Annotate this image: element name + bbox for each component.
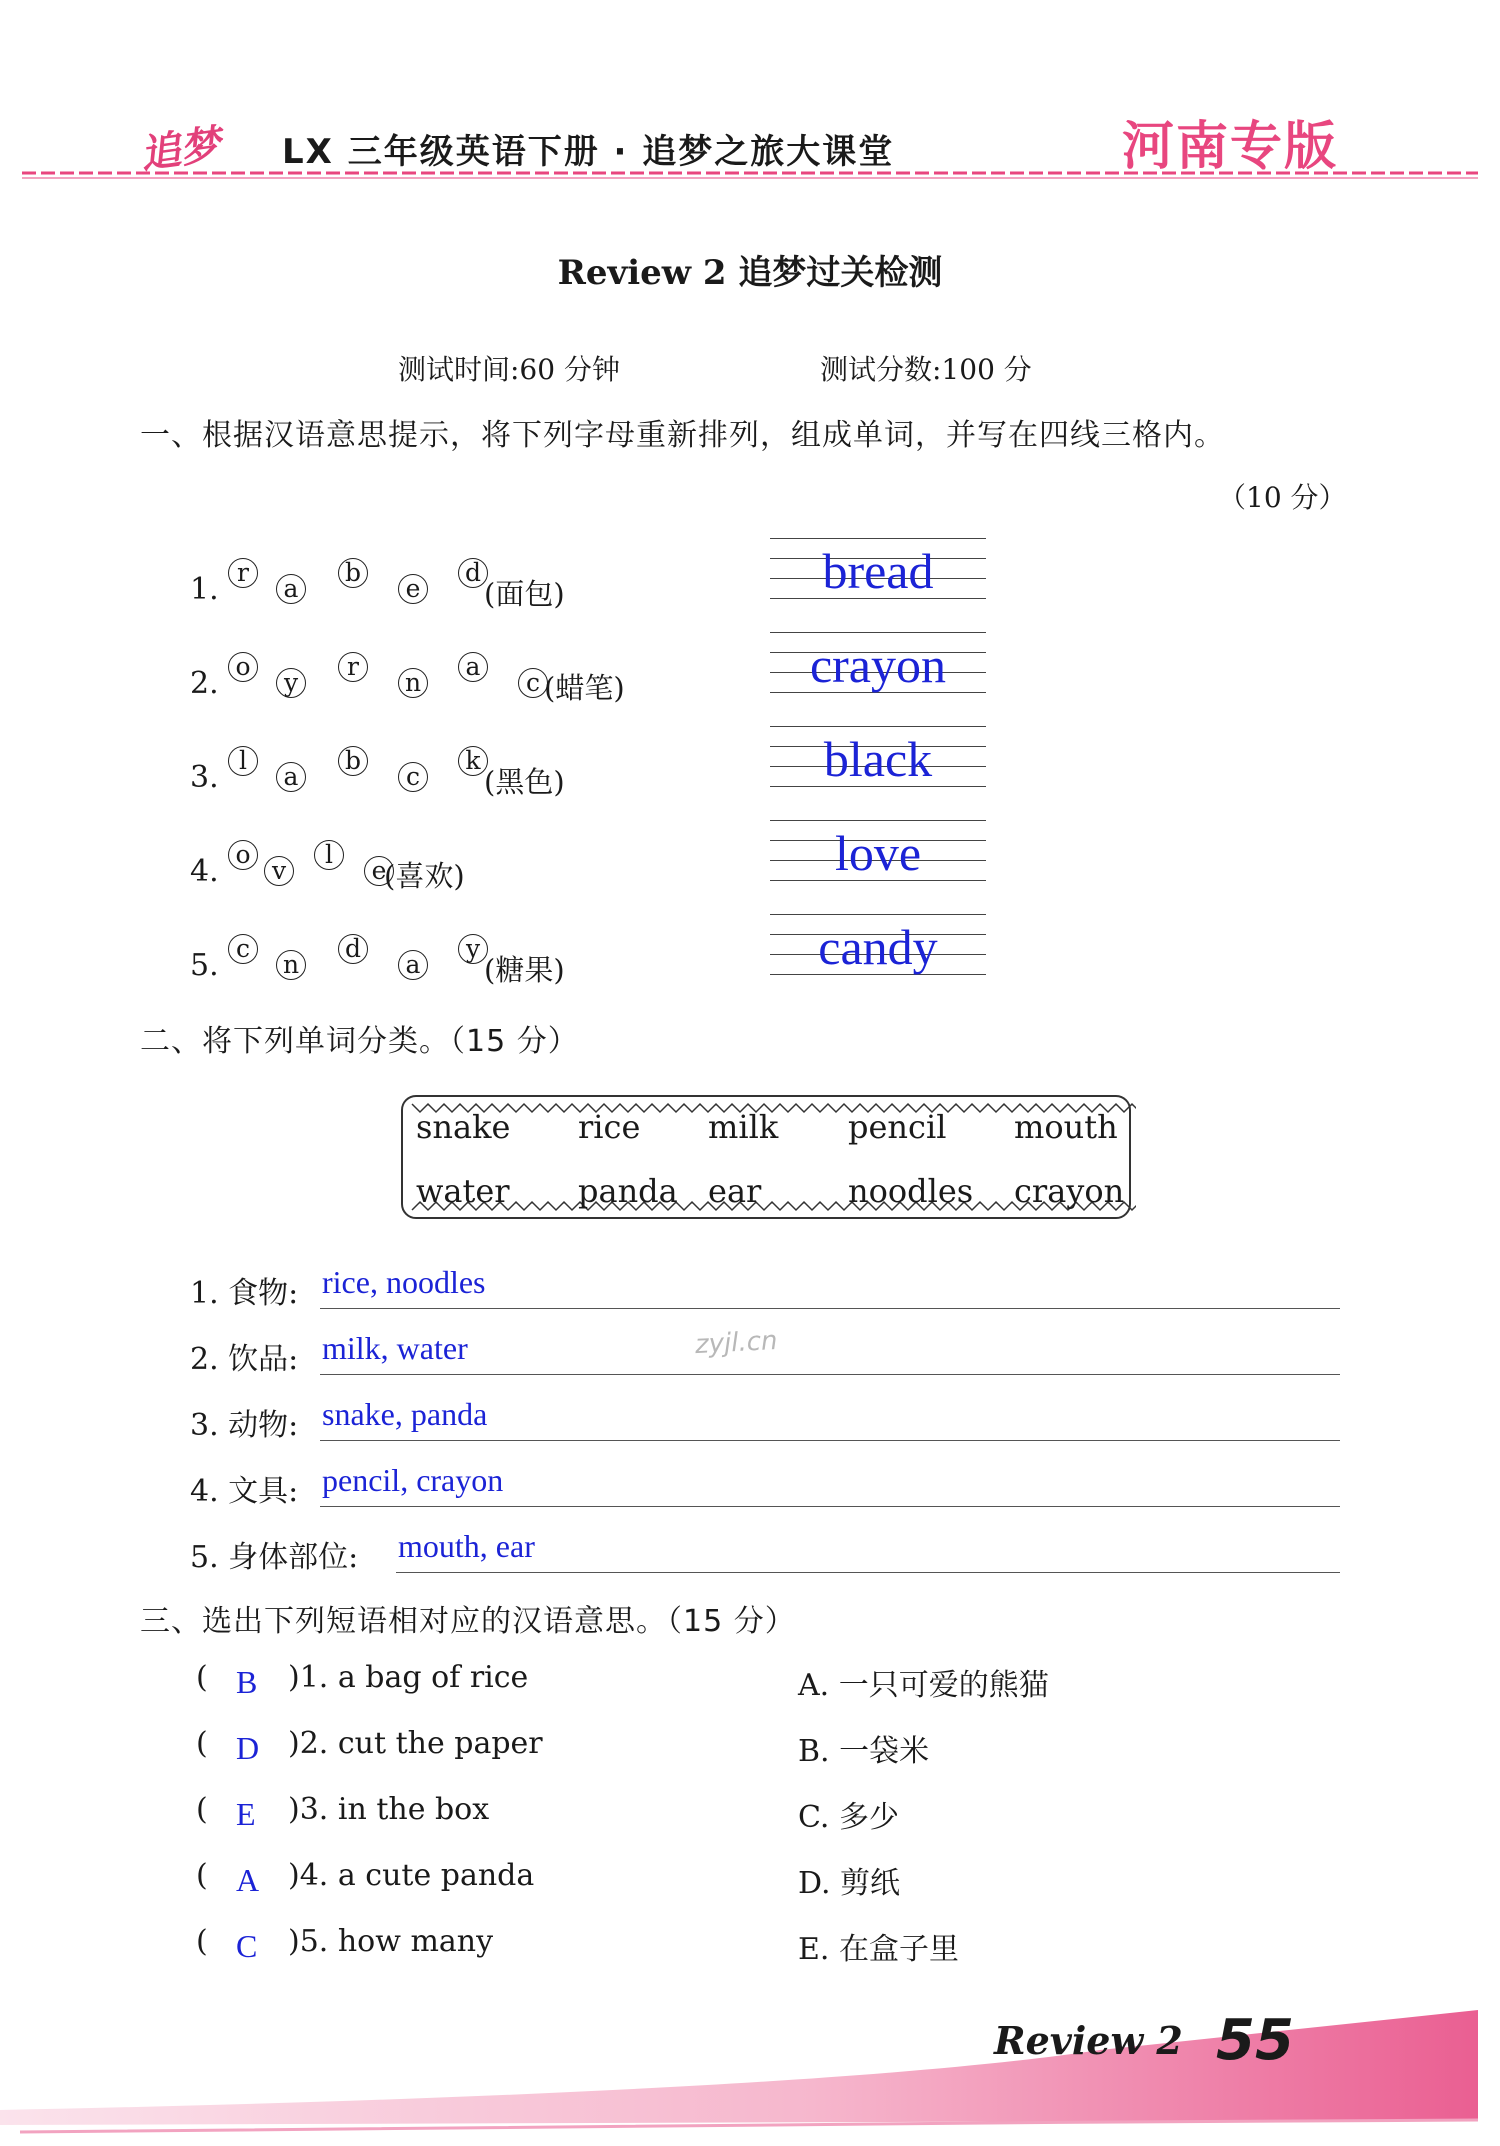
grid-line — [770, 914, 986, 915]
word-item: noodles — [848, 1172, 974, 1210]
chinese-hint: (面包) — [484, 577, 565, 611]
circled-letter: a — [276, 762, 306, 792]
option: E. 在盒子里 — [798, 1932, 959, 1967]
written-answer: bread — [822, 543, 934, 599]
four-line-grid — [770, 632, 986, 696]
matching-answer: C — [236, 1928, 258, 1964]
category-label: 2. 饮品: — [190, 1342, 299, 1377]
circled-letter: o — [228, 652, 258, 682]
phrase: )2. cut the paper — [288, 1726, 543, 1761]
answer-line — [320, 1308, 1340, 1309]
matching-row — [196, 1924, 1296, 1984]
answer-line — [396, 1572, 1340, 1573]
circled-letter: d — [458, 558, 488, 588]
question-number: 1. — [190, 572, 219, 607]
page-title: Review 2 追梦过关检测 — [557, 253, 943, 293]
four-line-grid — [770, 820, 986, 884]
phrase: )3. in the box — [288, 1792, 490, 1827]
phrase: )1. a bag of rice — [288, 1660, 529, 1695]
chinese-hint: (糖果) — [484, 953, 565, 987]
paren-open: ( — [196, 1726, 208, 1761]
circled-letter: e — [364, 856, 394, 886]
category-row — [190, 1394, 1340, 1444]
watermark: zyjl.cn — [694, 1325, 779, 1361]
circled-letter: n — [398, 668, 428, 698]
word-item: rice — [578, 1108, 641, 1146]
written-answer: crayon — [809, 637, 947, 693]
option: D. 剪纸 — [798, 1866, 901, 1901]
circled-letter: y — [458, 934, 488, 964]
circled-letter: e — [398, 574, 428, 604]
category-label: 5. 身体部位: — [190, 1540, 359, 1575]
section1-score: （10 分） — [1218, 481, 1347, 514]
circled-letter: b — [338, 558, 368, 588]
word-item: panda — [578, 1172, 678, 1210]
circled-letter: a — [398, 950, 428, 980]
written-answer: black — [823, 731, 933, 787]
option: B. 一袋米 — [798, 1734, 930, 1769]
circled-letter: o — [228, 840, 258, 870]
question-number: 2. — [190, 666, 219, 701]
circled-letter: n — [276, 950, 306, 980]
category-answer: mouth, ear — [398, 1528, 535, 1564]
category-label: 1. 食物: — [190, 1276, 299, 1311]
circled-letter: r — [228, 558, 258, 588]
matching-answer: B — [236, 1664, 258, 1700]
circled-letter: c — [398, 762, 428, 792]
chinese-hint: (黑色) — [484, 765, 565, 799]
category-answer: snake, panda — [322, 1396, 488, 1432]
grid-line — [770, 820, 986, 821]
phrase: )5. how many — [288, 1924, 494, 1959]
question-number: 5. — [190, 948, 219, 983]
word-item: snake — [416, 1108, 511, 1146]
phrase: )4. a cute panda — [288, 1858, 535, 1893]
category-label: 4. 文具: — [190, 1474, 299, 1509]
circled-letter: l — [228, 746, 258, 776]
paren-open: ( — [196, 1858, 208, 1893]
matching-row — [196, 1792, 1296, 1852]
category-answer: pencil, crayon — [322, 1462, 504, 1498]
chinese-hint: (喜欢) — [384, 859, 465, 893]
word-item: pencil — [848, 1108, 947, 1146]
grid-line — [770, 538, 986, 539]
written-answer: candy — [818, 919, 938, 975]
paren-open: ( — [196, 1924, 208, 1959]
test-time: 测试时间:60 分钟 — [398, 353, 620, 386]
paren-open: ( — [196, 1660, 208, 1695]
grid-line — [770, 726, 986, 727]
paren-open: ( — [196, 1792, 208, 1827]
matching-answer: A — [236, 1862, 260, 1898]
option: C. 多少 — [798, 1800, 899, 1835]
section3-heading: 三、选出下列短语相对应的汉语意思。（15 分） — [140, 1604, 796, 1639]
matching-answer: E — [236, 1796, 256, 1832]
circled-letter: c — [228, 934, 258, 964]
footer-review-label: Review 2 — [994, 2018, 1183, 2063]
page-number: 55 — [1216, 2008, 1294, 2073]
category-row — [190, 1526, 1340, 1576]
circled-letter: b — [338, 746, 368, 776]
option: A. 一只可爱的熊猫 — [798, 1668, 1049, 1703]
category-answer: rice, noodles — [322, 1264, 486, 1300]
answer-line — [320, 1440, 1340, 1441]
circled-letter: c — [518, 668, 548, 698]
written-answer: love — [834, 825, 922, 881]
test-score: 测试分数:100 分 — [820, 353, 1032, 386]
circled-letter: l — [314, 840, 344, 870]
four-line-grid — [770, 914, 986, 978]
circled-letter: a — [276, 574, 306, 604]
word-item: mouth — [1014, 1108, 1118, 1146]
matching-row — [196, 1858, 1296, 1918]
word-item: crayon — [1014, 1172, 1125, 1210]
header-rule — [22, 170, 1478, 180]
circled-letter: r — [338, 652, 368, 682]
question-number: 3. — [190, 760, 219, 795]
four-line-grid — [770, 538, 986, 602]
category-row — [190, 1262, 1340, 1312]
word-item: water — [416, 1172, 510, 1210]
four-line-grid — [770, 726, 986, 790]
answer-line — [320, 1506, 1340, 1507]
word-item: milk — [708, 1108, 779, 1146]
section1-heading: 一、根据汉语意思提示，将下列字母重新排列，组成单词，并写在四线三格内。 — [140, 418, 1225, 453]
category-label: 3. 动物: — [190, 1408, 299, 1443]
answer-line — [320, 1374, 1340, 1375]
grid-line — [770, 632, 986, 633]
circled-letter: y — [276, 668, 306, 698]
question-number: 4. — [190, 854, 219, 889]
category-answer: milk, water — [322, 1330, 468, 1366]
circled-letter: a — [458, 652, 488, 682]
circled-letter: k — [458, 746, 488, 776]
section2-heading: 二、将下列单词分类。（15 分） — [140, 1024, 579, 1059]
word-item: ear — [708, 1172, 762, 1210]
edition-label: 河南专版 — [1122, 117, 1339, 177]
logo: 追梦 — [137, 121, 224, 179]
circled-letter: d — [338, 934, 368, 964]
matching-row — [196, 1726, 1296, 1786]
book-title: LX 三年级英语下册 · 追梦之旅大课堂 — [282, 132, 895, 172]
circled-letter: v — [264, 856, 294, 886]
matching-answer: D — [236, 1730, 260, 1766]
chinese-hint: (蜡笔) — [544, 671, 625, 705]
category-row — [190, 1460, 1340, 1510]
matching-row — [196, 1660, 1296, 1720]
